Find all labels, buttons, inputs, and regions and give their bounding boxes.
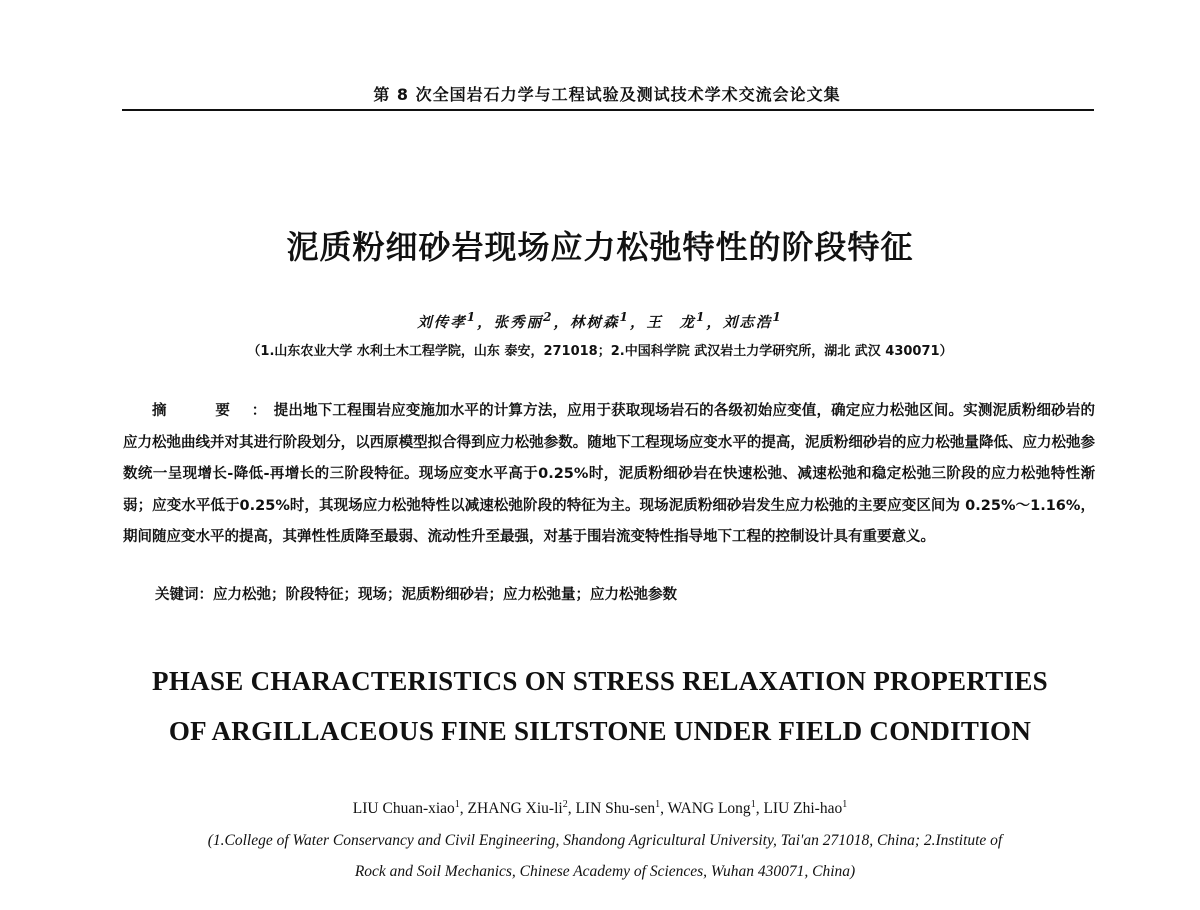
affiliation-english bbox=[110, 825, 1100, 887]
abstract-text: 提出地下工程围岩应变施加水平的计算方法，应用于获取现场岩石的各级初始应变值，确定应力松弛区间。实测泥质粉细砂岩的应力松弛曲线并对其进行阶段划分，以西原模型拟合得到应力松弛参数。随地下工程现场应变水平的提高，泥质粉细砂岩的应力松弛量降低、应力松弛参数统一呈现增长-降低-再增长的三阶段特征。现场应变水平高于0.25%时，泥质粉细砂岩在快速松弛、减速松弛和稳定松弛三阶段的应力松弛特性渐弱；应变水平低于0.25%时，其现场应力松弛特性以减速松弛阶段的特征为主。现场泥质粉细砂岩发生应力松弛的主要应变区间为 0.25%～1.16%，期间随应变水平的提高，其弹性性质降至最弱、流动性升至最强，对基于围岩流变特性指导地下工程的控制设计具有重要意义。 bbox=[123, 403, 1095, 546]
author-separator: ， bbox=[477, 313, 494, 331]
proceedings-title: 第 8 次全国岩石力学与工程试验及测试技术学术交流会论文集 bbox=[373, 85, 841, 104]
author-separator: ， bbox=[706, 313, 723, 331]
author-en: LIN Shu-sen$^1$ bbox=[575, 799, 661, 818]
author-cn: 刘传孝$^1$ bbox=[417, 310, 478, 331]
abstract-chinese bbox=[123, 396, 1095, 554]
keywords-chinese bbox=[155, 583, 1095, 604]
keywords-label: 关键词： bbox=[155, 587, 213, 603]
title-en-line-1: PHASE CHARACTERISTICS ON STRESS RELAXATION PROPERTIES bbox=[152, 666, 1048, 696]
author-en: LIU Chuan-xiao$^1$ bbox=[352, 799, 460, 818]
author-en: LIU Zhi-hao$^1$ bbox=[763, 799, 848, 818]
affiliation-en-line-1: (1.College of Water Conservancy and Civil Engineering, Shandong Agricultural University, Tai'an 271018, China; 2.Institute of bbox=[207, 832, 1003, 849]
author-separator: ， bbox=[629, 313, 647, 331]
author-cn: 林树森$^1$ bbox=[570, 310, 630, 331]
proceedings-header bbox=[122, 82, 1092, 112]
paper-title-chinese: 泥质粉细砂岩现场应力松弛特性的阶段特征 bbox=[286, 228, 914, 266]
author-cn: 张秀丽$^2$ bbox=[493, 310, 554, 331]
author-cn: 王 龙$^1$ bbox=[646, 310, 707, 331]
author-list-chinese bbox=[0, 310, 1200, 332]
author-en: WANG Long$^1$ bbox=[667, 799, 756, 818]
abstract-label: 摘 要： bbox=[152, 403, 289, 419]
author-separator: , bbox=[755, 800, 764, 818]
author-separator: , bbox=[660, 800, 668, 818]
affiliation-chinese: （1.山东农业大学 水利土木工程学院，山东 泰安，271018；2.中国科学院 武汉岩土力学研究所，湖北 武汉 430071） bbox=[247, 344, 953, 359]
author-separator: , bbox=[459, 800, 468, 818]
author-cn: 刘志浩$^1$ bbox=[722, 310, 783, 331]
paper-title-english bbox=[0, 656, 1200, 756]
author-en: ZHANG Xiu-$li^2$ bbox=[467, 799, 568, 818]
author-separator: ， bbox=[553, 313, 571, 331]
keywords-text: 应力松弛；阶段特征；现场；泥质粉细砂岩；应力松弛量；应力松弛参数 bbox=[213, 587, 677, 603]
author-list-english bbox=[0, 799, 1200, 818]
title-en-line-2: OF ARGILLACEOUS FINE SILTSTONE UNDER FIELD CONDITION bbox=[168, 716, 1032, 746]
header-divider bbox=[122, 109, 1094, 111]
author-separator: , bbox=[567, 800, 576, 818]
affiliation-en-line-2: Rock and Soil Mechanics, Chinese Academy of Sciences, Wuhan 430071, China) bbox=[354, 863, 856, 880]
